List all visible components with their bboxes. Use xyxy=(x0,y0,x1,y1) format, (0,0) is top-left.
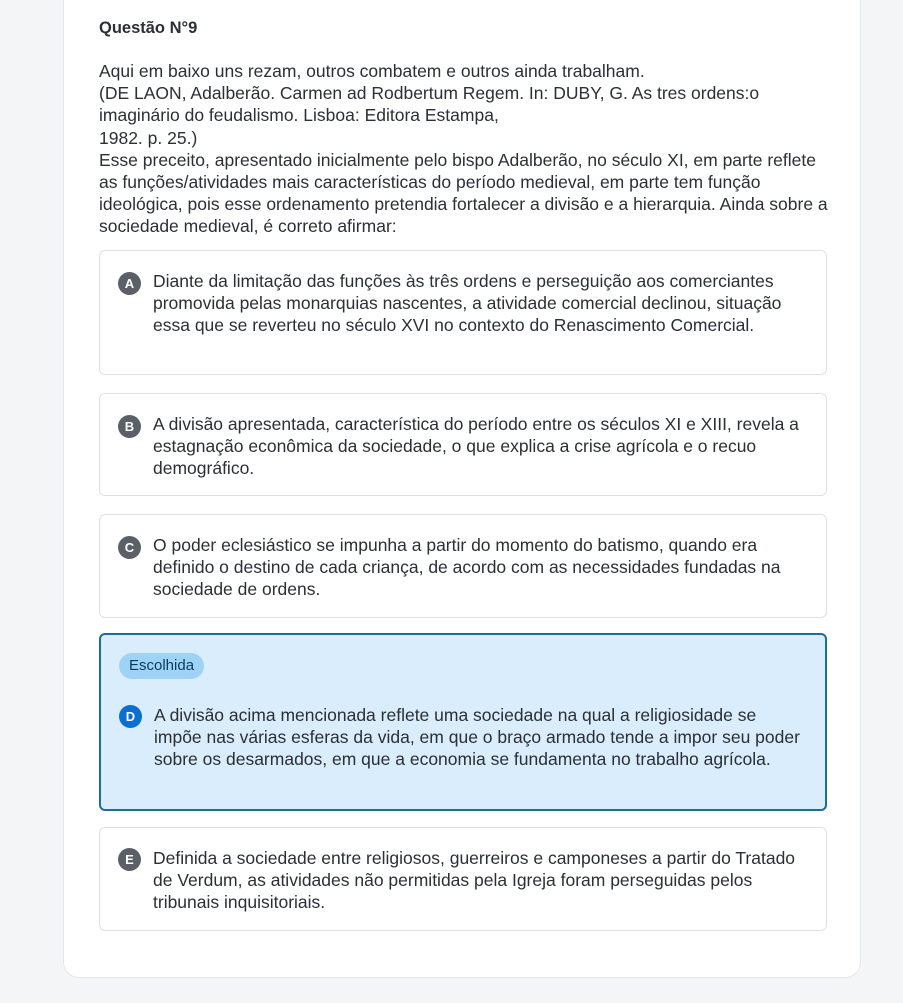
option-b[interactable] xyxy=(99,393,827,496)
option-c[interactable] xyxy=(99,514,827,618)
option-text-a: Diante da limitação das funções às três ordens e perseguição aos comerciantes promovida pelas monarquias nascentes, a atividade comercial declinou, situação essa que se reverteu no século XVI no contexto do Renascimento Comercial. xyxy=(153,271,782,336)
option-e[interactable] xyxy=(99,827,827,931)
option-d[interactable] xyxy=(99,633,827,811)
option-letter-b: B xyxy=(118,415,141,438)
option-letter-c: C xyxy=(118,536,141,559)
chosen-badge: Escolhida xyxy=(119,653,204,679)
statement-quote: Aqui em baixo uns rezam, outros combatem e outros ainda trabalham. xyxy=(99,61,645,81)
option-text-b: A divisão apresentada, característica do período entre os séculos XI e XIII, revela a estagnação econômica da sociedade, o que explica a crise agrícola e o recuo demográfico. xyxy=(153,414,799,479)
option-letter-e: E xyxy=(118,848,141,871)
option-letter-a: A xyxy=(118,272,141,295)
option-text-c: O poder eclesiástico se impunha a partir do momento do batismo, quando era definido o destino de cada criança, de acordo com as necessidades fundadas na sociedade de ordens. xyxy=(153,535,781,600)
option-a[interactable] xyxy=(99,250,827,375)
statement-citation-page: 1982. p. 25.) xyxy=(99,127,198,148)
statement-prompt: Esse preceito, apresentado inicialmente pelo bispo Adalberão, no século XI, em parte reflete as funções/atividades mais características do período medieval, em parte tem função ideológica, pois esse ordenamento pretendia fortalecer a divisão e a hierarquia. Ainda sobre a sociedade medieval, é correto afirmar: xyxy=(99,149,828,237)
option-text-e: Definida a sociedade entre religiosos, guerreiros e camponeses a partir do Tratado de Verdum, as atividades não permitidas pela Igreja foram perseguidas pelos tribunais inquisitoriais. xyxy=(153,848,796,913)
option-letter-d: D xyxy=(119,705,142,728)
question-statement xyxy=(99,60,829,238)
option-text-d: A divisão acima mencionada reflete uma sociedade na qual a religiosidade se impõe nas várias esferas da vida, em que o braço armado tende a impor seu poder sobre os desarmados, em que a economia se fundamenta no trabalho agrícola. xyxy=(154,705,800,770)
question-title: Questão N°9 xyxy=(99,19,198,37)
statement-citation: (DE LAON, Adalberão. Carmen ad Rodbertum Regem. In: DUBY, G. As tres ordens:o imaginário do feudalismo. Lisboa: Editora Estampa, xyxy=(99,83,760,126)
